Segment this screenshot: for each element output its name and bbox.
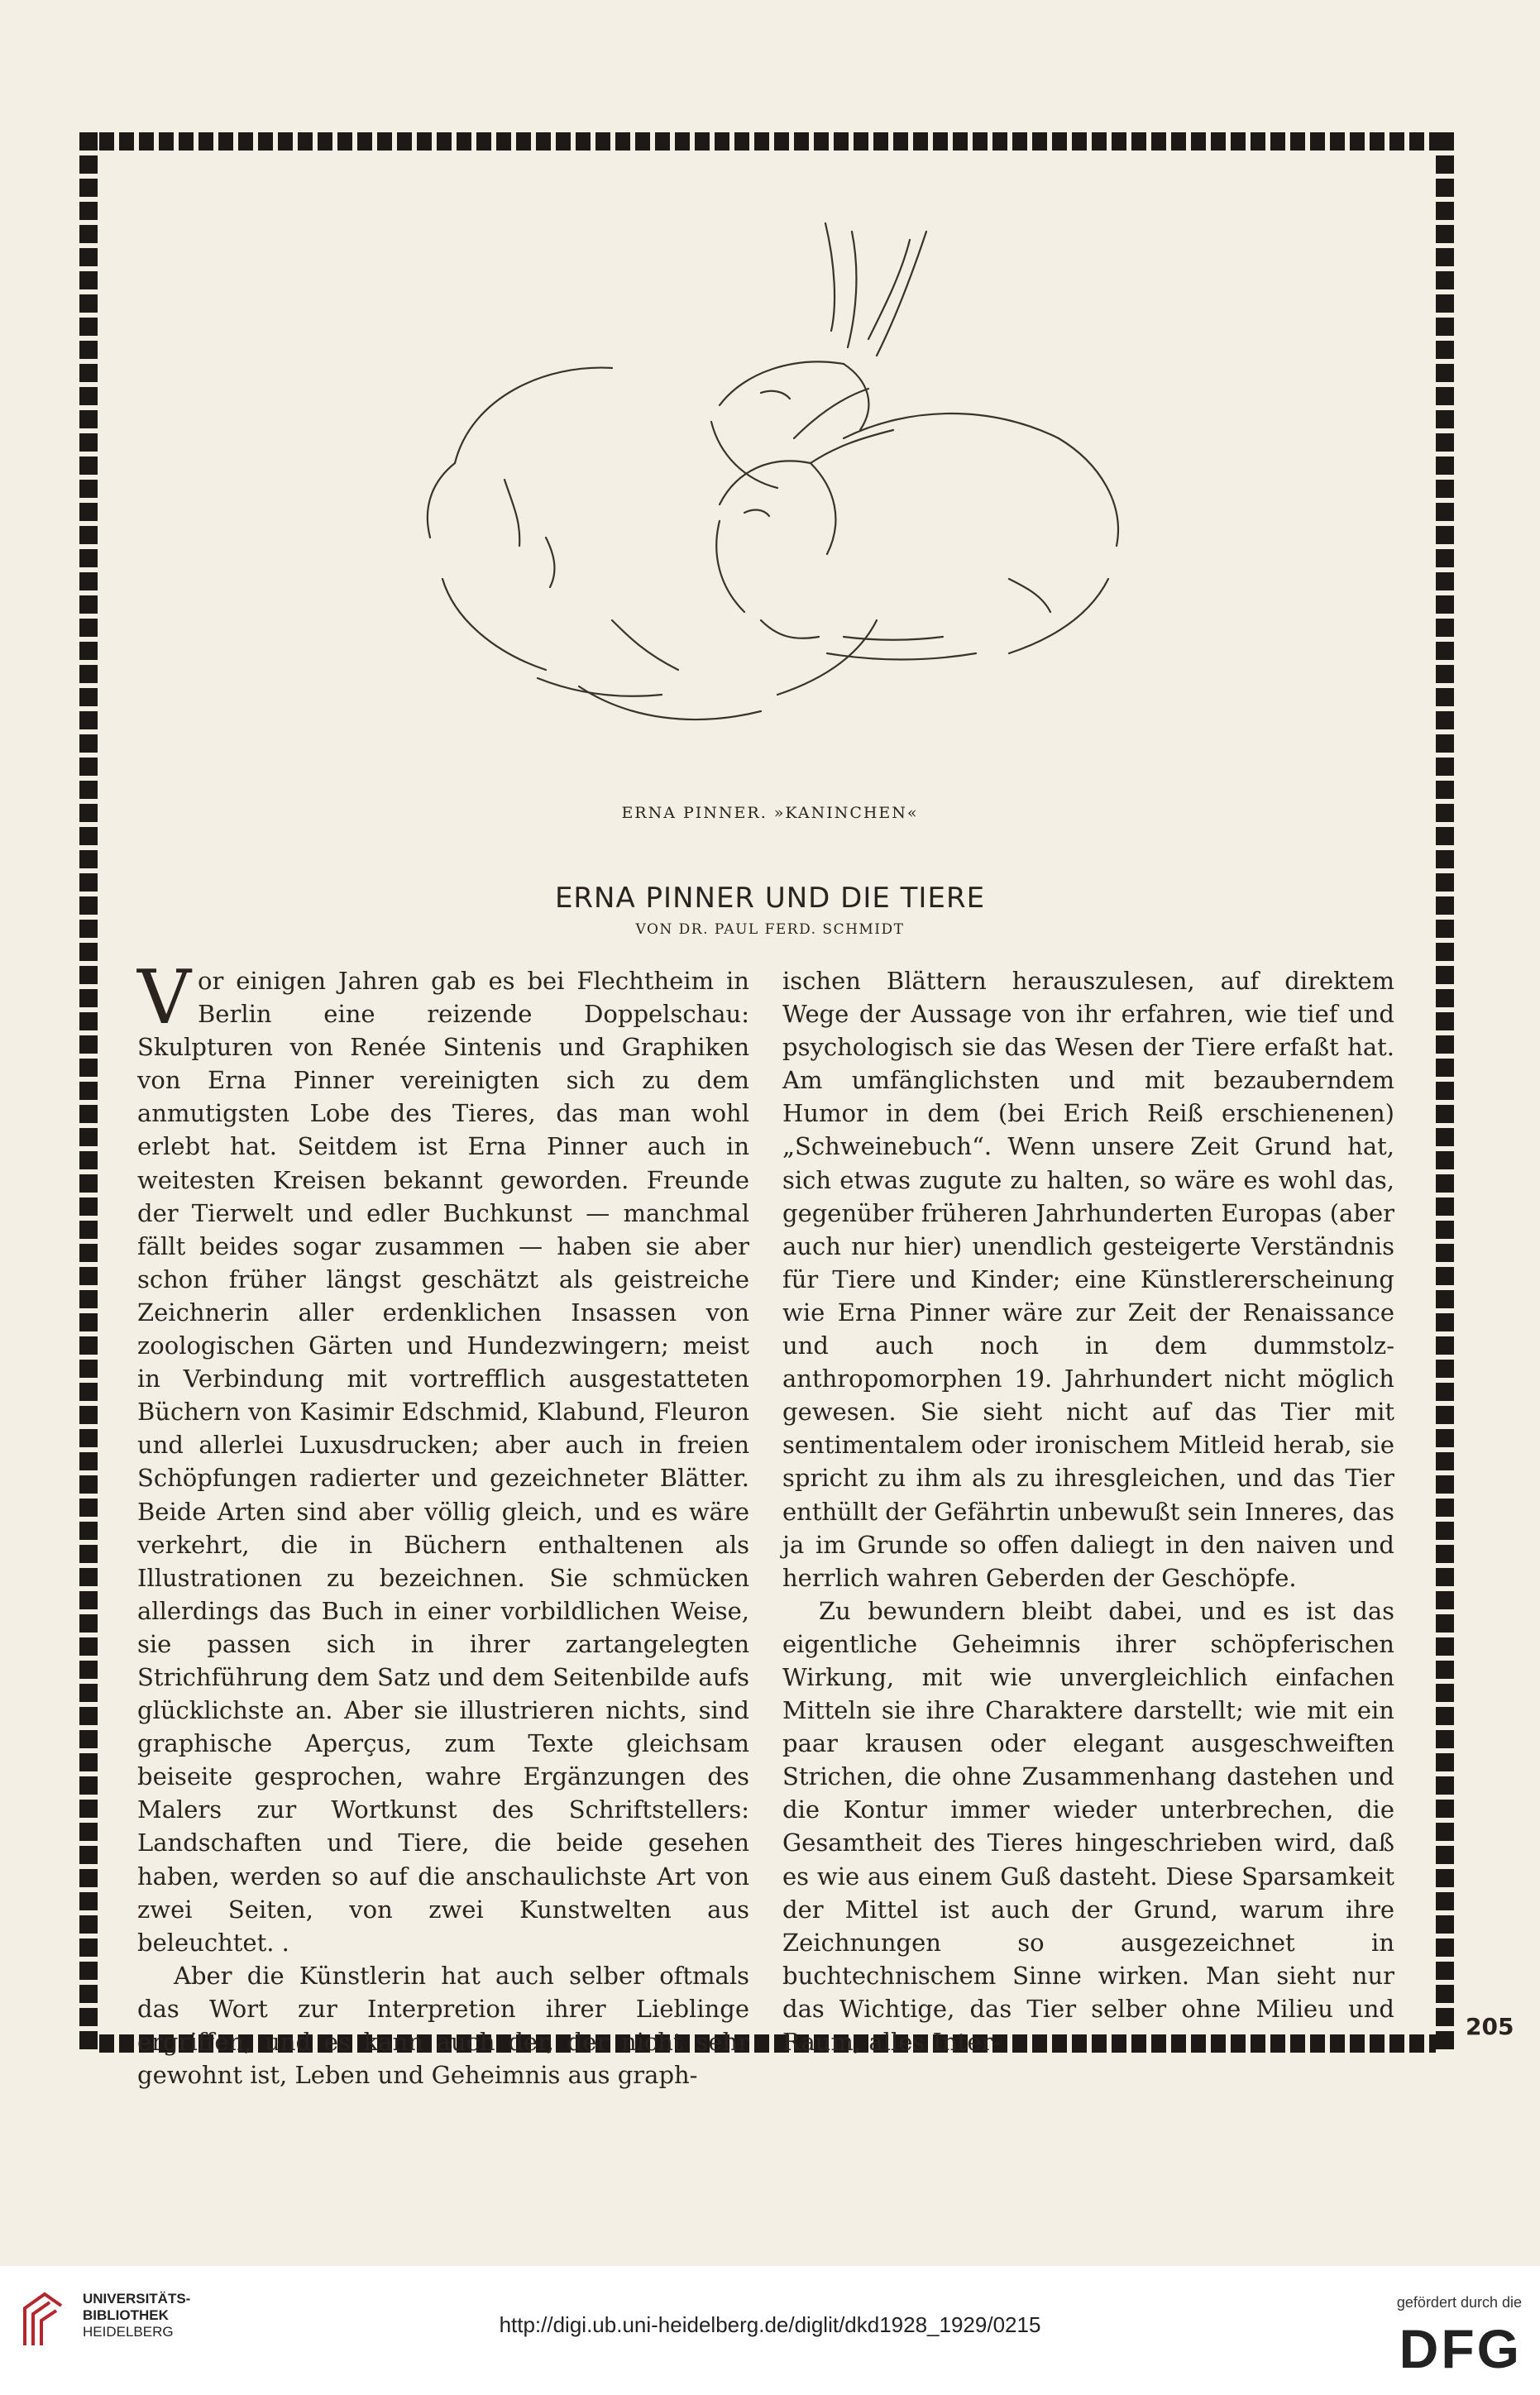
page-border-top bbox=[79, 132, 1454, 151]
article-byline: VON DR. PAUL FERD. SCHMIDT bbox=[635, 921, 905, 938]
text-column-right bbox=[782, 964, 1394, 2058]
dfg-logo: DFG bbox=[1399, 2318, 1522, 2379]
text-column-left bbox=[137, 954, 749, 2091]
paragraph: Vor einigen Jahren gab es bei Flechtheim in Berlin eine reizende Doppelschau: Skulpturen von Renée Sintenis und Graphiken von Erna Pinner vereinigten sich zu dem anmutigsten Lobe des Tieres, das man wohl erlebt hat. Seitdem ist Erna Pinner auch in weitesten Kreisen bekannt geworden. Freunde der Tierwelt und edler Buchkunst — manchmal fällt beides sogar zusammen — haben sie aber schon früher längst geschätzt als geistreiche Zeichnerin aller erdenklichen Insassen von zoologischen Gärten und Hundezwingern; meist in Verbindung mit vortrefflich ausgestatteten Büchern von Kasimir Edschmid, Klabund, Fleuron und allerlei Luxusdrucken; aber auch in freien Schöpfungen radierter und gezeichneter Blätter. Beide Arten sind aber völlig gleich, und es wäre verkehrt, die in Büchern enthaltenen als Illustrationen zu bezeichnen. Sie schmücken allerdings das Buch in einer vorbildlichen Weise, sie passen sich in ihrer zartangelegten Strichführung dem Satz und dem Seitenbilde aufs glücklichste an. Aber sie illustrieren nichts, sind graphische Aperçus, zum Texte gleichsam beiseite gesprochen, wahre Ergänzungen des Malers zur Wortkunst des Schriftstellers: Landschaften und Tiere, die beide gesehen haben, werden so auf die anschaulichste Art von zwei Seiten, von zwei Kunstwelten aus beleuchtet. . bbox=[137, 954, 749, 1957]
page-border-left bbox=[79, 132, 98, 2053]
article-title: ERNA PINNER UND DIE TIERE bbox=[554, 882, 986, 915]
library-name: UNIVERSITÄTS- BIBLIOTHEK HEIDELBERG bbox=[83, 2291, 191, 2340]
paragraph: Zu bewundern bleibt dabei, und es ist das eigentliche Geheimnis ihrer schöpferischen Wirkung, mit wie unvergleichlich einfachen Mitteln sie ihre Charaktere darstellt; wie mit ein paar krausen oder elegant ausgeschweiften Strichen, die ohne Zusammenhang dastehen und die Kontur immer wieder unterbrechen, die Gesamtheit des Tieres hingeschrieben wird, daß es wie aus einem Guß dasteht. Diese Sparsamkeit der Mittel ist auch der Grund, warum ihre Zeichnungen so ausgezeichnet in buchtechnischem Sinne wirken. Man sieht nur das Wichtige, das Tier selber ohne Milieu und Raum, alles Inter- bbox=[782, 1596, 1394, 2056]
drop-cap: V bbox=[137, 954, 191, 1041]
viewer-footer bbox=[0, 2266, 1540, 2395]
paragraph: ischen Blättern herauszulesen, auf direktem Wege der Aussage von ihr erfahren, wie tief und psychologisch sie das Wesen der Tiere erfaßt hat. Am umfänglichsten und mit bezauberndem Humor in dem (bei Erich Reiß erschienenen) „Schweinebuch“. Wenn unsere Zeit Grund hat, sich etwas zugute zu halten, so wäre es wohl das, gegenüber früheren Jahrhunderten Europas (aber auch nur hier) unendlich gesteigerte Verständnis für Tiere und Kinder; eine Künstlererscheinung wie Erna Pinner wäre zur Zeit der Renaissance und auch noch in dem dummstolz-anthropomorphen 19. Jahrhundert nicht möglich gewesen. Sie sieht nicht auf das Tier mit sentimentalem oder ironischem Mitleid herab, sie spricht zu ihm als zu ihresgleichen, und das Tier enthüllt der Gefährtin unbewußt sein Inneres, das ja im Grunde so offen daliegt in den naiven und herrlich wahren Geberden der Geschöpfe. bbox=[782, 967, 1394, 1592]
illustration-caption: ERNA PINNER. »KANINCHEN« bbox=[621, 804, 919, 822]
paragraph: Aber die Künstlerin hat auch selber oftmals das Wort zur Interpretion ihrer Lieblinge ergriffen, und es kann auch der, der nicht sehr gewohnt ist, Leben und Geheimnis aus graph- bbox=[137, 1961, 749, 2090]
rabbits-illustration bbox=[331, 190, 1191, 786]
source-url-link[interactable]: http://digi.ub.uni-heidelberg.de/diglit/dkd1928_1929/0215 bbox=[499, 2312, 1041, 2337]
page-number: 205 bbox=[1466, 2013, 1514, 2040]
page-border-right bbox=[1436, 132, 1454, 2053]
funding-label: gefördert durch die bbox=[1396, 2294, 1522, 2311]
